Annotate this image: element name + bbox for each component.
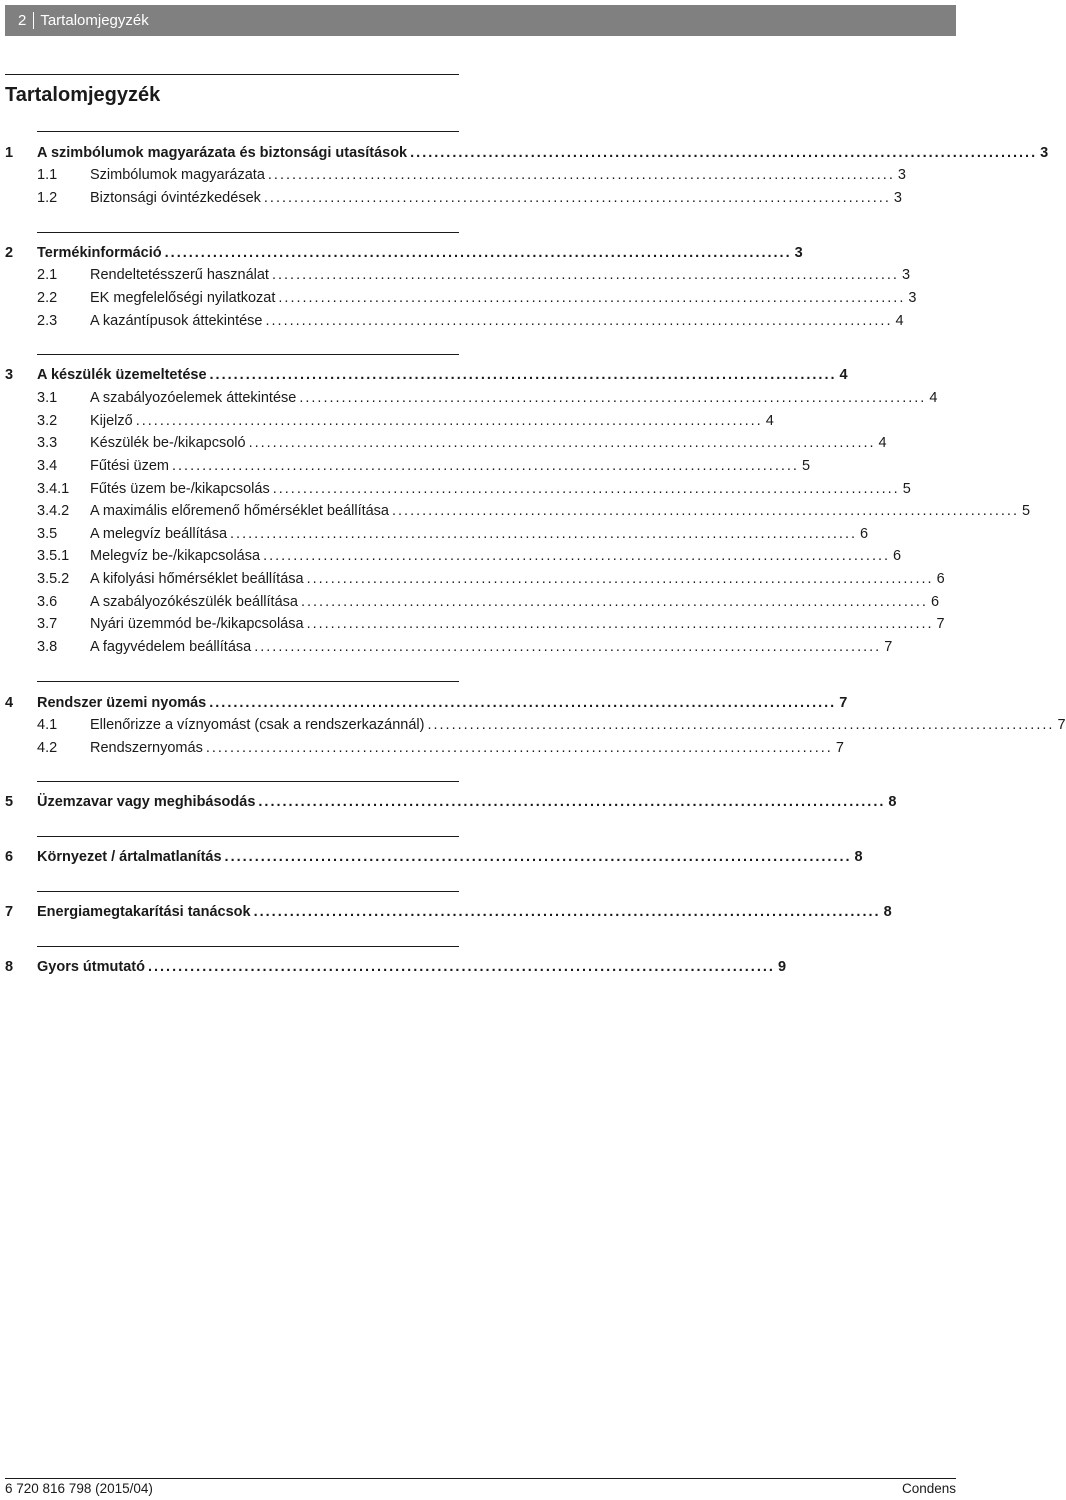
toc-entry-number: 6 (5, 849, 14, 865)
toc-entry-title: A maximális előremenő hőmérséklet beállítása (90, 503, 389, 519)
toc-entry-number: 3.4.1 (37, 481, 70, 497)
toc-entry-page: 9 (777, 959, 787, 975)
toc-entry[interactable] (5, 714, 1066, 736)
section-rule (37, 681, 459, 682)
toc-entry[interactable] (5, 737, 844, 759)
dot-leader: ........................................................................................................ (248, 435, 876, 451)
dot-leader: ........................................................................................................ (254, 639, 882, 655)
dot-leader: ........................................................................................................ (267, 167, 895, 183)
toc-entry-number: 3.6 (37, 594, 58, 610)
toc-entry[interactable] (5, 500, 1031, 522)
toc-entry-title: Rendszernyomás (90, 740, 203, 756)
toc-entry-title: A készülék üzemeltetése (37, 367, 207, 383)
toc-entry-page: 4 (878, 435, 887, 451)
toc-entry-page: 6 (930, 594, 940, 610)
toc-entry[interactable] (5, 432, 887, 454)
title-top-rule (5, 74, 459, 75)
dot-leader: ........................................................................................................ (306, 571, 934, 587)
toc-entry-page: 3 (794, 245, 803, 261)
header-separator (33, 12, 34, 29)
toc-entry[interactable] (5, 613, 945, 635)
toc-entry-title: Szimbólumok magyarázata (90, 167, 265, 183)
toc-entry[interactable] (5, 410, 774, 432)
dot-leader: ........................................................................................................ (224, 849, 852, 865)
toc-entry-title: Nyári üzemmód be-/kikapcsolása (90, 616, 304, 632)
dot-leader: ........................................................................................................ (427, 717, 1055, 733)
section-rule (37, 354, 459, 355)
dot-leader: ........................................................................................................ (265, 313, 893, 329)
toc-entry-page: 4 (839, 367, 848, 383)
toc-entry-title: Rendszer üzemi nyomás (37, 695, 207, 711)
toc-entry-page: 6 (936, 571, 945, 587)
dot-leader: ........................................................................................................ (258, 794, 886, 810)
toc-entry-number: 3.5.2 (37, 571, 70, 587)
dot-leader: ........................................................................................................ (205, 740, 833, 756)
toc-entry-page: 5 (1021, 503, 1031, 519)
toc-entry-number: 3.4 (37, 458, 58, 474)
footer-doc-number: 6 720 816 798 (2015/04) (5, 1481, 153, 1496)
toc-entry-title: A fagyvédelem beállítása (90, 639, 252, 655)
toc-entry-number: 3.3 (37, 435, 58, 451)
toc-entry[interactable] (5, 364, 848, 386)
toc-entry-number: 4 (5, 695, 14, 711)
toc-entry-number: 3.1 (37, 390, 58, 406)
toc-entry-title: A szabályozóelemek áttekintése (90, 390, 297, 406)
toc-entry-page: 3 (908, 290, 917, 306)
dot-leader: ........................................................................................................ (299, 390, 927, 406)
toc-entry-number: 3.7 (37, 616, 58, 632)
toc-entry-page: 7 (884, 639, 893, 655)
toc-entry-title: Ellenőrizze a víznyomást (csak a rendszerkazánnál) (90, 717, 425, 733)
dot-leader: ........................................................................................................ (278, 290, 906, 306)
toc-entry-page: 7 (839, 695, 848, 711)
toc-entry-title: Termékinformáció (37, 245, 162, 261)
footer-rule (5, 1478, 956, 1479)
dot-leader: ........................................................................................................ (171, 458, 799, 474)
toc-entry-title: Energiamegtakarítási tanácsok (37, 904, 251, 920)
toc-entry-number: 3.2 (37, 413, 58, 429)
toc-entry-title: Fűtés üzem be-/kikapcsolás (90, 481, 270, 497)
toc-entry-title: Környezet / ártalmatlanítás (37, 849, 222, 865)
section-rule (37, 781, 459, 782)
toc-entry-number: 2.3 (37, 313, 58, 329)
toc-entry-number: 1.2 (37, 190, 58, 206)
section-rule (37, 232, 459, 233)
toc-entry-page: 6 (860, 526, 869, 542)
toc-entry[interactable] (5, 523, 869, 545)
toc-entry[interactable] (5, 545, 902, 567)
dot-leader: ........................................................................................................ (147, 959, 775, 975)
section-rule (37, 891, 459, 892)
toc-entry[interactable] (5, 568, 945, 590)
toc-entry-title: A kazántípusok áttekintése (90, 313, 263, 329)
toc-entry-page: 8 (854, 849, 863, 865)
section-rule (37, 836, 459, 837)
page-header (5, 5, 956, 36)
toc-entry-number: 3.8 (37, 639, 58, 655)
toc-entry-title: Melegvíz be-/kikapcsolása (90, 548, 261, 564)
toc-entry-number: 2 (5, 245, 14, 261)
toc-entry-page: 3 (897, 167, 906, 183)
dot-leader: ........................................................................................................ (271, 267, 899, 283)
toc-entry[interactable] (5, 591, 940, 613)
toc-entry-number: 5 (5, 794, 14, 810)
dot-leader: ........................................................................................................ (263, 190, 891, 206)
header-section-title: Tartalomjegyzék (40, 12, 149, 29)
toc-entry-page: 4 (765, 413, 774, 429)
dot-leader: ........................................................................................................ (410, 145, 1038, 161)
toc-entry-title: Rendeltetésszerű használat (90, 267, 269, 283)
toc-entry-page: 4 (895, 313, 904, 329)
toc-entry-page: 7 (936, 616, 945, 632)
toc-entry-title: Készülék be-/kikapcsoló (90, 435, 246, 451)
toc-entry[interactable] (5, 901, 892, 923)
toc-entry-title: Fűtési üzem (90, 458, 169, 474)
toc-entry-page: 3 (893, 190, 902, 206)
toc-entry-title: A melegvíz beállítása (90, 526, 228, 542)
toc-entry[interactable] (5, 455, 811, 477)
toc-entry-number: 1.1 (37, 167, 58, 183)
toc-entry[interactable] (5, 287, 917, 309)
dot-leader: ........................................................................................................ (230, 526, 858, 542)
toc-entry-number: 3.5 (37, 526, 58, 542)
dot-leader: ........................................................................................................ (135, 413, 763, 429)
toc-entry[interactable] (5, 956, 787, 978)
toc-entry-number: 8 (5, 959, 14, 975)
dot-leader: ........................................................................................................ (263, 548, 891, 564)
section-rule (37, 946, 459, 947)
toc-entry-page: 6 (893, 548, 902, 564)
toc-entry-page: 3 (1040, 145, 1049, 161)
toc-entry-title: Gyors útmutató (37, 959, 145, 975)
toc-entry[interactable] (5, 242, 803, 264)
toc-entry-page: 7 (835, 740, 844, 756)
toc-entry-page: 7 (1057, 717, 1066, 733)
toc-entry[interactable] (5, 264, 911, 286)
dot-leader: ........................................................................................................ (392, 503, 1019, 519)
toc-heading: Tartalomjegyzék (5, 84, 161, 106)
toc-entry[interactable] (5, 846, 863, 868)
toc-entry[interactable] (5, 478, 911, 500)
toc-entry-title: Biztonsági óvintézkedések (90, 190, 261, 206)
toc-entry[interactable] (5, 692, 848, 714)
toc-entry-number: 1 (5, 145, 14, 161)
toc-entry-title: Üzemzavar vagy meghibásodás (37, 794, 256, 810)
toc-entry[interactable] (5, 791, 897, 813)
toc-entry[interactable] (5, 164, 906, 186)
toc-entry[interactable] (5, 310, 904, 332)
toc-entry-number: 3.4.2 (37, 503, 70, 519)
toc-entry-number: 4.1 (37, 717, 58, 733)
toc-entry-page: 5 (801, 458, 811, 474)
toc-entry-number: 3 (5, 367, 14, 383)
dot-leader: ........................................................................................................ (272, 481, 900, 497)
toc-entry-title: A kifolyási hőmérséklet beállítása (90, 571, 304, 587)
dot-leader: ........................................................................................................ (253, 904, 881, 920)
footer-product-name: Condens (901, 1481, 956, 1496)
toc-entry-page: 5 (902, 481, 911, 497)
dot-leader: ........................................................................................................ (209, 367, 837, 383)
dot-leader: ........................................................................................................ (164, 245, 792, 261)
toc-entry-page: 8 (888, 794, 897, 810)
dot-leader: ........................................................................................................ (209, 695, 837, 711)
toc-entry-title: A szimbólumok magyarázata és biztonsági utasítások (37, 145, 408, 161)
dot-leader: ........................................................................................................ (306, 616, 934, 632)
section-rule (37, 131, 459, 132)
toc-entry-page: 4 (929, 390, 938, 406)
toc-entry[interactable] (5, 387, 938, 409)
toc-entry-number: 3.5.1 (37, 548, 70, 564)
toc-entry-page: 8 (883, 904, 892, 920)
toc-entry[interactable] (5, 142, 1049, 164)
toc-entry-number: 2.1 (37, 267, 58, 283)
header-page-number: 2 (18, 12, 27, 29)
toc-entry-title: Kijelző (90, 413, 133, 429)
toc-entry[interactable] (5, 636, 893, 658)
toc-entry-page: 3 (901, 267, 911, 283)
toc-entry-number: 4.2 (37, 740, 58, 756)
toc-entry-number: 2.2 (37, 290, 58, 306)
toc-entry-title: A szabályozókészülék beállítása (90, 594, 298, 610)
toc-entry-title: EK megfelelőségi nyilatkozat (90, 290, 276, 306)
dot-leader: ........................................................................................................ (300, 594, 928, 610)
toc-entry[interactable] (5, 187, 902, 209)
toc-entry-number: 7 (5, 904, 14, 920)
